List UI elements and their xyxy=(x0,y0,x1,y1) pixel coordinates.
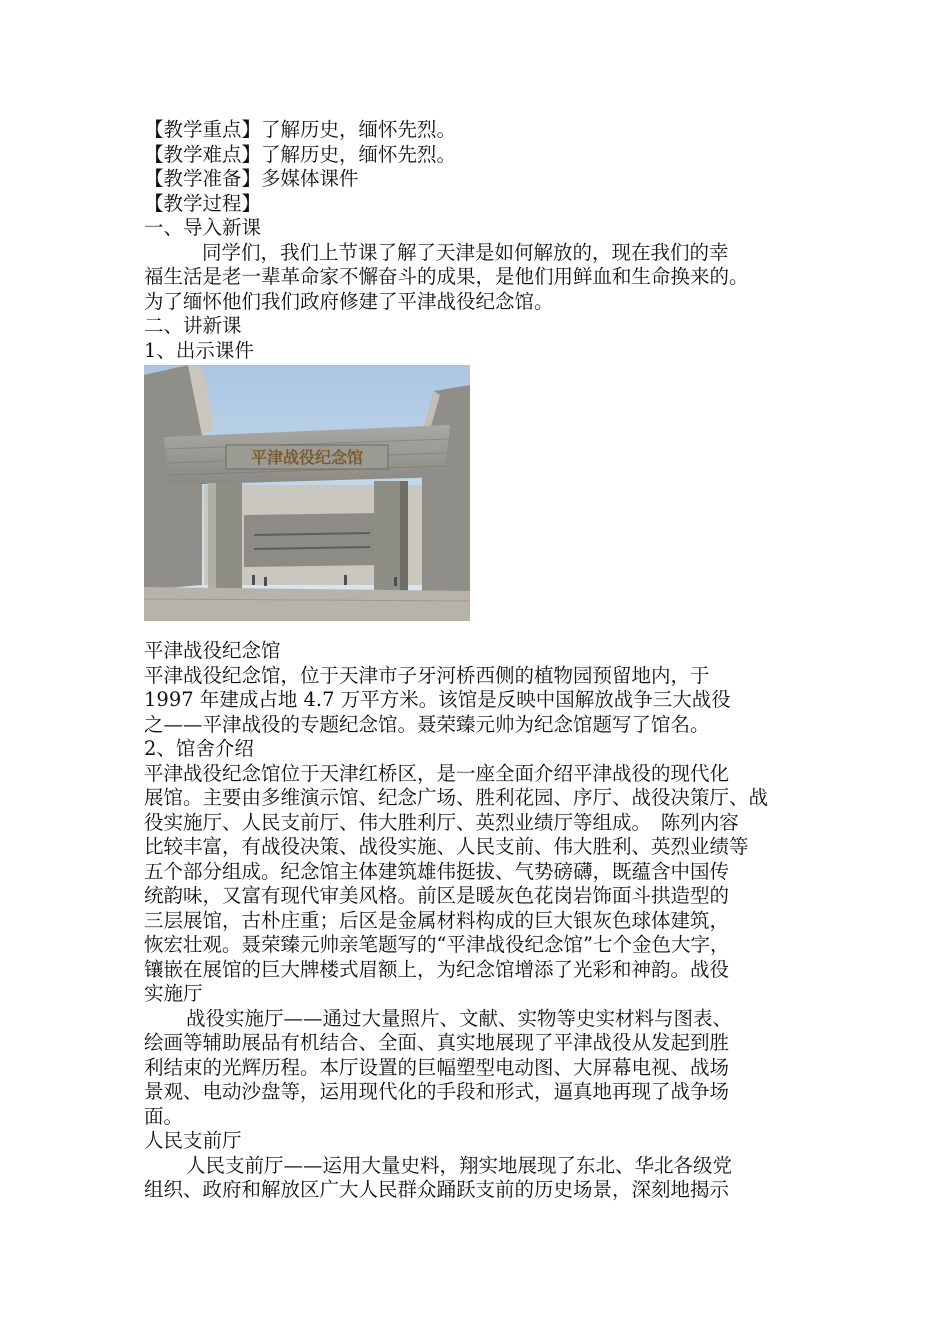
body-line: 比较丰富，有战役决策、战役实施、人民支前、伟大胜利、英烈业绩等 xyxy=(144,835,749,858)
section-two xyxy=(144,314,824,363)
preparation-line: 【教学准备】多媒体课件 xyxy=(144,167,359,190)
courseware-heading: 1、出示课件 xyxy=(144,338,254,362)
body-line: 1997 年建成占地 4.7 万平方米。该馆是反映中国解放战争三大战役 xyxy=(144,688,731,711)
body-line: 三层展馆，古朴庄重；后区是金属材料构成的巨大银灰色球体建筑， xyxy=(144,908,730,932)
body-line: 之——平津战役的专题纪念馆。聂荣臻元帅为纪念馆题写了馆名。 xyxy=(144,712,710,736)
venue-intro-heading: 2、馆舍介绍 xyxy=(144,737,254,760)
support-hall-paragraph xyxy=(144,1154,824,1203)
intro-paragraph xyxy=(144,241,824,315)
sign-text: 平津战役纪念馆 xyxy=(250,448,364,467)
body-line: 战役实施厅——通过大量照片、文献、实物等史实材料与图表、 xyxy=(186,1006,733,1030)
lesson-header xyxy=(144,118,824,241)
body-line: 镶嵌在展馆的巨大牌楼式眉额上，为纪念馆增添了光彩和神韵。战役 xyxy=(144,957,730,981)
right-pillar-shadow xyxy=(400,481,408,591)
battle-hall-paragraph xyxy=(144,1007,824,1154)
process-heading: 【教学过程】 xyxy=(144,191,262,215)
body-line: 役实施厅、人民支前厅、伟大胜利厅、英烈业绩厅等组成。 陈列内容 xyxy=(144,810,739,834)
key-points-line: 【教学重点】了解历史，缅怀先烈。 xyxy=(144,118,457,141)
memorial-hall-illustration xyxy=(144,365,470,621)
photo-caption: 平津战役纪念馆 xyxy=(144,639,281,662)
section-one-heading: 一、导入新课 xyxy=(144,216,262,239)
difficult-points-line: 【教学难点】了解历史，缅怀先烈。 xyxy=(144,142,457,166)
body-line: 组织、政府和解放区广大人民群众踊跃支前的历史场景，深刻地揭示 xyxy=(144,1178,730,1201)
body-line: 人民支前厅——运用大量史料，翔实地展现了东北、华北各级党 xyxy=(186,1153,733,1177)
rear-building xyxy=(244,513,380,567)
intro-line: 福生活是老一辈革命家不懈奋斗的成果，是他们用鲜血和生命换来的。 xyxy=(144,265,749,288)
plaza-ground xyxy=(144,587,470,621)
intro-line: 同学们，我们上节课了解了天津是如何解放的，现在我们的幸 xyxy=(202,240,729,264)
body-line: 景观、电动沙盘等，运用现代化的手段和形式，逼真地再现了战争场 xyxy=(144,1080,730,1103)
support-hall-heading: 人民支前厅 xyxy=(144,1129,242,1152)
body-line: 恢宏壮观。聂荣臻元帅亲笔题写的“平津战役纪念馆”七个金色大字， xyxy=(144,933,730,956)
body-line: 绘画等辅助展品有机结合、全面、真实地展现了平津战役从发起到胜 xyxy=(144,1031,730,1054)
memorial-hall-photo xyxy=(144,365,470,621)
body-line: 利结束的光辉历程。本厅设置的巨幅塑型电动图、大屏幕电视、战场 xyxy=(144,1055,730,1079)
body-text xyxy=(144,639,824,1007)
body-line: 展馆。主要由多维演示馆、纪念广场、胜利花园、序厅、战役决策厅、战 xyxy=(144,786,769,809)
intro-line: 为了缅怀他们我们政府修建了平津战役纪念馆。 xyxy=(144,289,554,313)
body-line: 平津战役纪念馆，位于天津市子牙河桥西侧的植物园预留地内，于 xyxy=(144,663,710,687)
body-line: 面。 xyxy=(144,1104,184,1128)
battle-hall-heading: 实施厅 xyxy=(144,982,203,1005)
body-line: 平津战役纪念馆位于天津红桥区，是一座全面介绍平津战役的现代化 xyxy=(144,761,730,785)
body-line: 统韵味，又富有现代审美风格。前区是暖灰色花岗岩饰面斗拱造型的 xyxy=(144,884,730,907)
section-two-heading: 二、讲新课 xyxy=(144,314,242,337)
body-line: 五个部分组成。纪念馆主体建筑雄伟挺拔、气势磅礴，既蕴含中国传 xyxy=(144,859,730,883)
left-pillar-highlight xyxy=(208,483,216,591)
document-page xyxy=(144,118,824,1203)
